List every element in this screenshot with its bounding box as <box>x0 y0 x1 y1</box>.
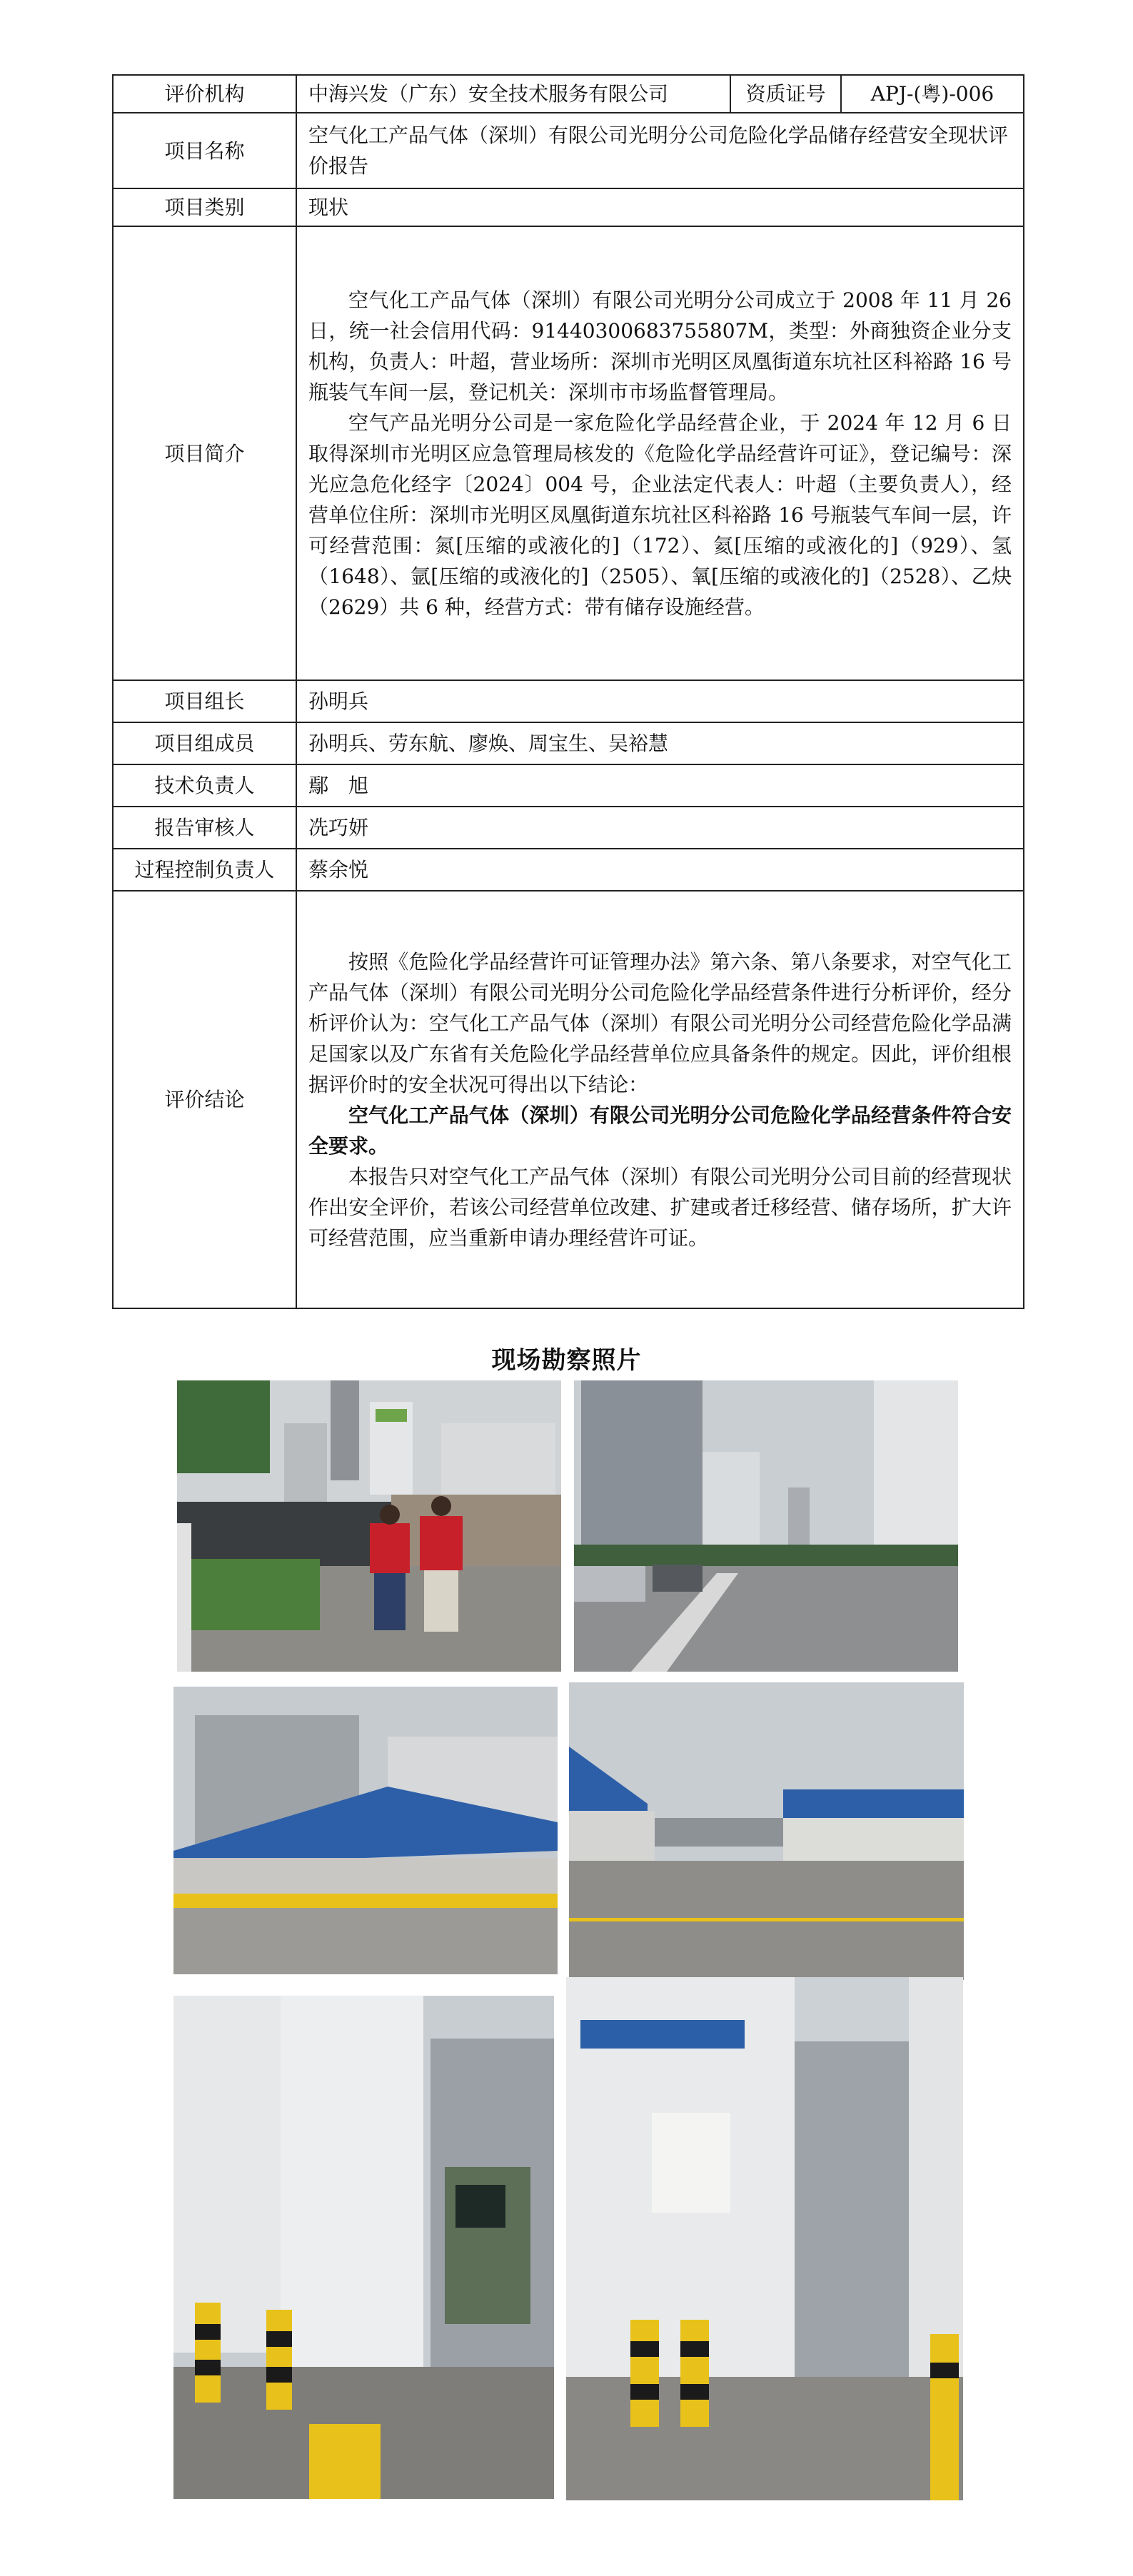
photo-warehouse-canopy <box>173 1687 558 1974</box>
conclusion-text <box>296 891 1024 1308</box>
site-photos-title: 现场勘察照片 <box>491 1346 642 1375</box>
conclusion-paragraph-1: 按照《危险化学品经营许可证管理办法》第六条、第八条要求，对空气化工产品气体（深圳）有限公司光明分公司危险化学品经营条件进行分析评价，经分析评价认为：空气化工产品气体（深圳）有限公司光明分公司经营危险化学品满足国家以及广东省有关危险化学品经营单位应具备条件的规定。因此，评价组根据评价时的安全状况可得出以下结论： <box>308 949 1012 1096</box>
org-label: 评价机构 <box>113 75 296 113</box>
tech-lead-value: 鄢 旭 <box>296 764 1024 807</box>
report-reviewer-value: 冼巧妍 <box>296 807 1024 849</box>
project-intro-text <box>296 226 1024 680</box>
conclusion-verdict: 空气化工产品气体（深圳）有限公司光明分公司危险化学品经营条件符合安全要求。 <box>308 1103 1012 1158</box>
photo-yard-sheds <box>569 1682 964 1980</box>
photo-storage-tanks-control-box <box>173 1996 554 2499</box>
project-intro-label: 项目简介 <box>113 226 296 680</box>
evaluation-info-table <box>112 74 1024 1309</box>
report-reviewer-label: 报告审核人 <box>113 807 296 849</box>
org-value: 中海兴发（广东）安全技术服务有限公司 <box>296 75 730 113</box>
cert-label: 资质证号 <box>730 75 841 113</box>
photo-entrance-two-inspectors <box>177 1380 561 1672</box>
intro-paragraph-2: 空气产品光明分公司是一家危险化学品经营企业，于 2024 年 12 月 6 日取得深圳市光明区应急管理局核发的《危险化学品经营许可证》，登记编号：深光应急危化经字〔2024〕004 号，企业法定代表人：叶超（主要负责人），经营单位住所：深圳市光明区凤凰街道东坑社区科裕路 16 号瓶装气车间一层，许可经营范围：氮[压缩的或液化的]（172）、氦[压缩的或液化的]（929）、氢（1648）、氩[压缩的或液化的]（2505）、氧[压缩的或液化的]（2528）、乙炔（2629）共 6 种，经营方式：带有储存设施经营。 <box>308 410 1012 619</box>
process-control-value: 蔡余悦 <box>296 849 1024 891</box>
project-members-value: 孙明兵、劳东航、廖焕、周宝生、吴裕慧 <box>296 722 1024 764</box>
conclusion-paragraph-3: 本报告只对空气化工产品气体（深圳）有限公司光明分公司目前的经营现状作出安全评价，若该公司经营单位改建、扩建或者迁移经营、储存场所，扩大许可经营范围，应当重新申请办理经营许可证。 <box>308 1164 1012 1250</box>
project-name-label: 项目名称 <box>113 113 296 188</box>
project-category-value: 现状 <box>296 188 1024 226</box>
photo-parking-lot-buildings <box>574 1380 958 1672</box>
conclusion-label: 评价结论 <box>113 891 296 1308</box>
intro-paragraph-1: 空气化工产品气体（深圳）有限公司光明分公司成立于 2008 年 11 月 26 日，统一社会信用代码：91440300683755807M，类型：外商独资企业分支机构，负责人：叶超，营业场所：深圳市光明区凤凰街道东坑社区科裕路 16 号瓶装气车间一层，登记机关：深圳市市场监督管理局。 <box>308 288 1012 404</box>
project-leader-label: 项目组长 <box>113 680 296 722</box>
tech-lead-label: 技术负责人 <box>113 764 296 807</box>
cert-value: APJ-(粤)-006 <box>841 75 1024 113</box>
project-name-value: 空气化工产品气体（深圳）有限公司光明分公司危险化学品储存经营安全现状评价报告 <box>296 113 1024 188</box>
project-category-label: 项目类别 <box>113 188 296 226</box>
process-control-label: 过程控制负责人 <box>113 849 296 891</box>
project-leader-value: 孙明兵 <box>296 680 1024 722</box>
project-members-label: 项目组成员 <box>113 722 296 764</box>
photo-lox-tank-safety-board <box>566 1977 963 2500</box>
